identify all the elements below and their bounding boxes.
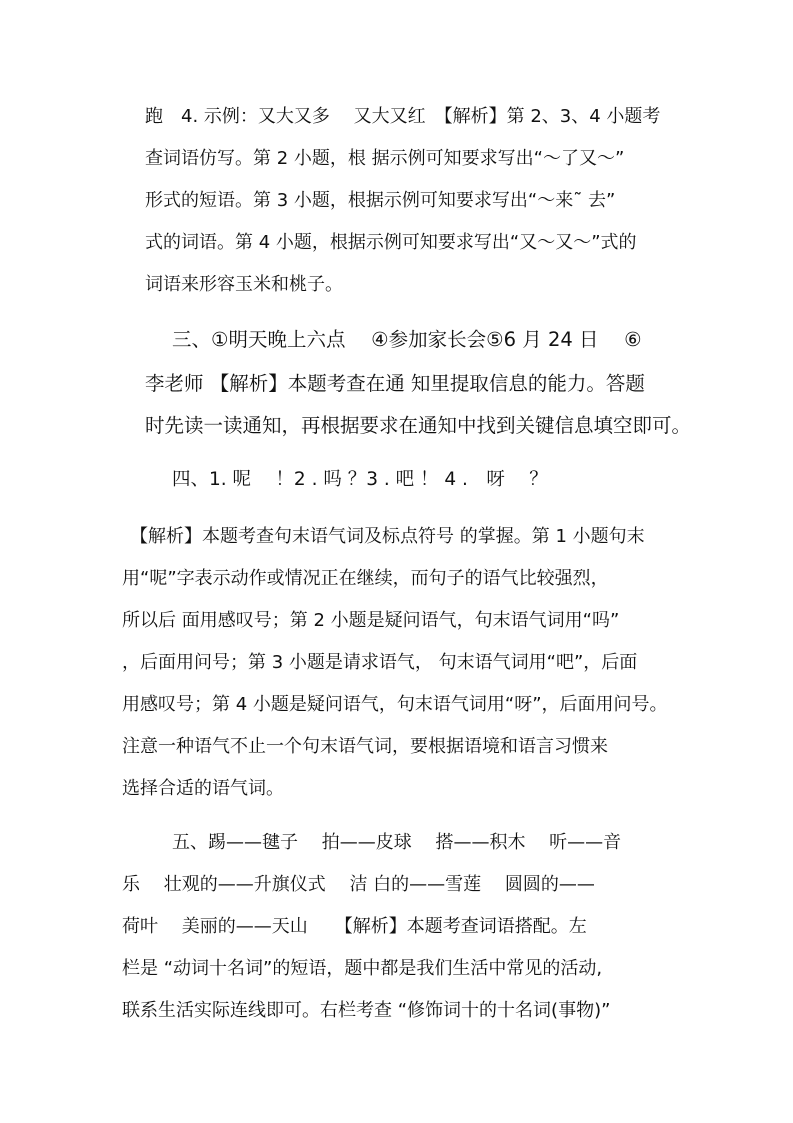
text-line: 注意一种语气不止一个句末语气词，要根据语境和语言习惯来 [122, 736, 608, 757]
text-line: 词语来形容玉米和桃子。 [145, 274, 343, 295]
text-line: 五、踢——毽子 拍——皮球 搭——积木 听——音 [172, 832, 622, 853]
text-line: 四、1. 呢 ！2 . 吗 ？3 . 吧 ！ 4 . 呀 ？ [172, 469, 548, 490]
text-line: 李老师 【解析】本题考查在通 知里提取信息的能力。答题 [145, 372, 645, 395]
text-line: 时先读一读通知，再根据要求在通知中找到关键信息填空即可。 [145, 414, 692, 437]
text-line: 选择合适的语气词。 [122, 778, 284, 799]
text-line: 乐 壮观的——升旗仪式 洁 白的——雪莲 圆圆的—— [122, 874, 595, 895]
text-line: 形式的短语。第 3 小题，根据示例可知要求写出“～来˜ 去” [145, 190, 616, 211]
text-line: ，后面用问号；第 3 小题是请求语气， 句末语气词用“吧”，后面 [122, 652, 638, 673]
text-line: 查词语仿写。第 2 小题，根 据示例可知要求写出“～了又～” [145, 148, 625, 169]
text-line: 所以后 面用感叹号；第 2 小题是疑问语气，句末语气词用“吗” [122, 610, 620, 631]
text-line: 用“呢”字表示动作或情况正在继续，而句子的语气比较强烈， [122, 568, 609, 589]
text-line: 荷叶 美丽的——天山 【解析】本题考查词语搭配。左 [122, 916, 587, 937]
text-line: 用感叹号；第 4 小题是疑问语气，句末语气词用“呀”，后面用问号。 [122, 694, 668, 715]
text-line: 三、①明天晚上六点 ④参加家长会⑤6 月 24 日 ⑥ [172, 328, 642, 351]
text-line: 联系生活实际连线即可。右栏考查 “修饰词十的十名词(事物)” [122, 1000, 611, 1021]
text-line: 跑 4. 示例：又大又多 又大又红 【解析】第 2、3、4 小题考 [145, 106, 661, 127]
text-line: 栏是 “动词十名词”的短语，题中都是我们生活中常见的活动, [122, 958, 603, 979]
text-line: 式的词语。第 4 小题，根据示例可知要求写出“又～又～”式的 [145, 232, 637, 253]
text-line: 【解析】本题考查句末语气词及标点符号 的掌握。第 1 小题句末 [130, 526, 645, 547]
